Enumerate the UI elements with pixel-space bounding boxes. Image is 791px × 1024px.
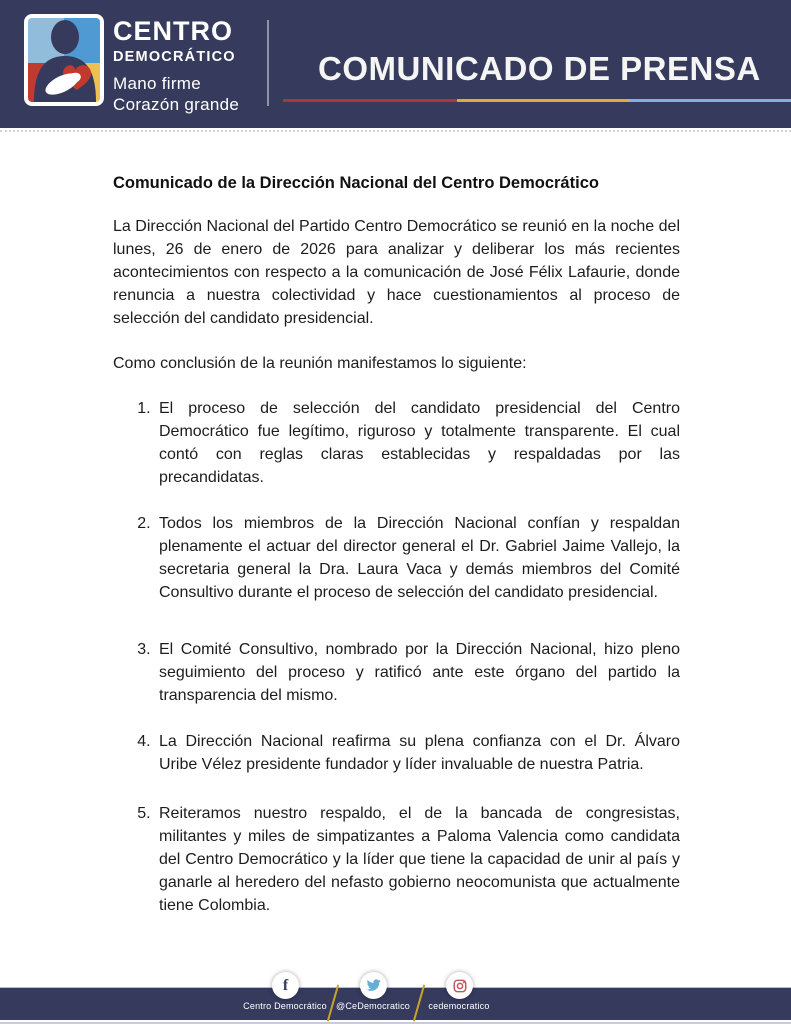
list-item: 5. Reiteramos nuestro respaldo, el de la bancada de congresistas, militantes y miles de simpatizantes a Paloma Valencia como candidata del Centro Democrático y la líder que tiene la capacidad de unir al país y ganarle al heredero del nefasto gobierno neocomunista que actualmente tiene Colombia.: [155, 802, 680, 917]
social-footer: [0, 972, 791, 1024]
list-item: 1. El proceso de selección del candidato presidencial del Centro Democrático fue legítimo, riguroso y totalmente transparente. El cual contó con reglas claras establecidas y respaldadas por las precandidatas.: [155, 397, 680, 489]
conclusion-lead-paragraph: Como conclusión de la reunión manifestamos lo siguiente:: [113, 355, 527, 372]
press-release-header: [0, 0, 791, 128]
party-logo: [24, 14, 104, 106]
list-item: 3. El Comité Consultivo, nombrado por la Dirección Nacional, hizo pleno seguimiento del proceso y ratificó ante este órgano del partido la transparencia del mismo.: [155, 638, 680, 707]
header-bottom-dotted-line: [0, 130, 791, 132]
header-vertical-divider: [267, 20, 269, 106]
twitter-handle-label: @CeDemocratico: [336, 1001, 410, 1011]
logo-tagline-2: Corazón grande: [113, 94, 240, 114]
tricolor-rule: [283, 99, 791, 102]
banner-title: COMUNICADO DE PRENSA: [318, 50, 761, 87]
tricolor-yellow-segment: [457, 99, 630, 102]
facebook-handle-label: Centro Democrático: [243, 1001, 327, 1011]
list-item: 2. Todos los miembros de la Dirección Nacional confían y respaldan plenamente el actuar del director general el Dr. Gabriel Jaime Vallejo, la secretaria general la Dra. Laura Vaca y demás miembros del Comité Consultivo durante el proceso de selección del candidato presidencial.: [155, 512, 680, 604]
tricolor-red-segment: [283, 99, 457, 102]
list-item: 4. La Dirección Nacional reafirma su plena confianza con el Dr. Álvaro Uribe Vélez presidente fundador y líder invaluable de nuestra Patria.: [155, 730, 680, 776]
logo-title: CENTRO: [113, 16, 233, 46]
facebook-icon[interactable]: f: [272, 972, 299, 999]
instagram-handle-label: cedemocratico: [428, 1001, 490, 1011]
intro-paragraph: La Dirección Nacional del Partido Centro Democrático se reunió en la noche del lunes, 26 de enero de 2026 para analizar y deliberar los más recientes acontecimientos con respecto a la comunicación de José Félix Lafaurie, donde renuncia a nuestra colectividad y hace cuestionamientos al proceso de selección del candidato presidencial.: [113, 218, 680, 327]
person-heart-silhouette-icon: [28, 18, 100, 102]
twitter-icon[interactable]: [360, 972, 387, 999]
press-release-body: [0, 174, 791, 917]
tricolor-blue-segment: [630, 99, 791, 102]
instagram-icon[interactable]: [446, 972, 473, 999]
logo-wordmark: [113, 18, 239, 113]
document-title: Comunicado de la Dirección Nacional del Centro Democrático: [113, 174, 599, 192]
logo-tagline-1: Mano firme: [113, 73, 202, 93]
logo-subtitle: DEMOCRÁTICO: [113, 49, 236, 65]
conclusions-list: [113, 397, 680, 917]
